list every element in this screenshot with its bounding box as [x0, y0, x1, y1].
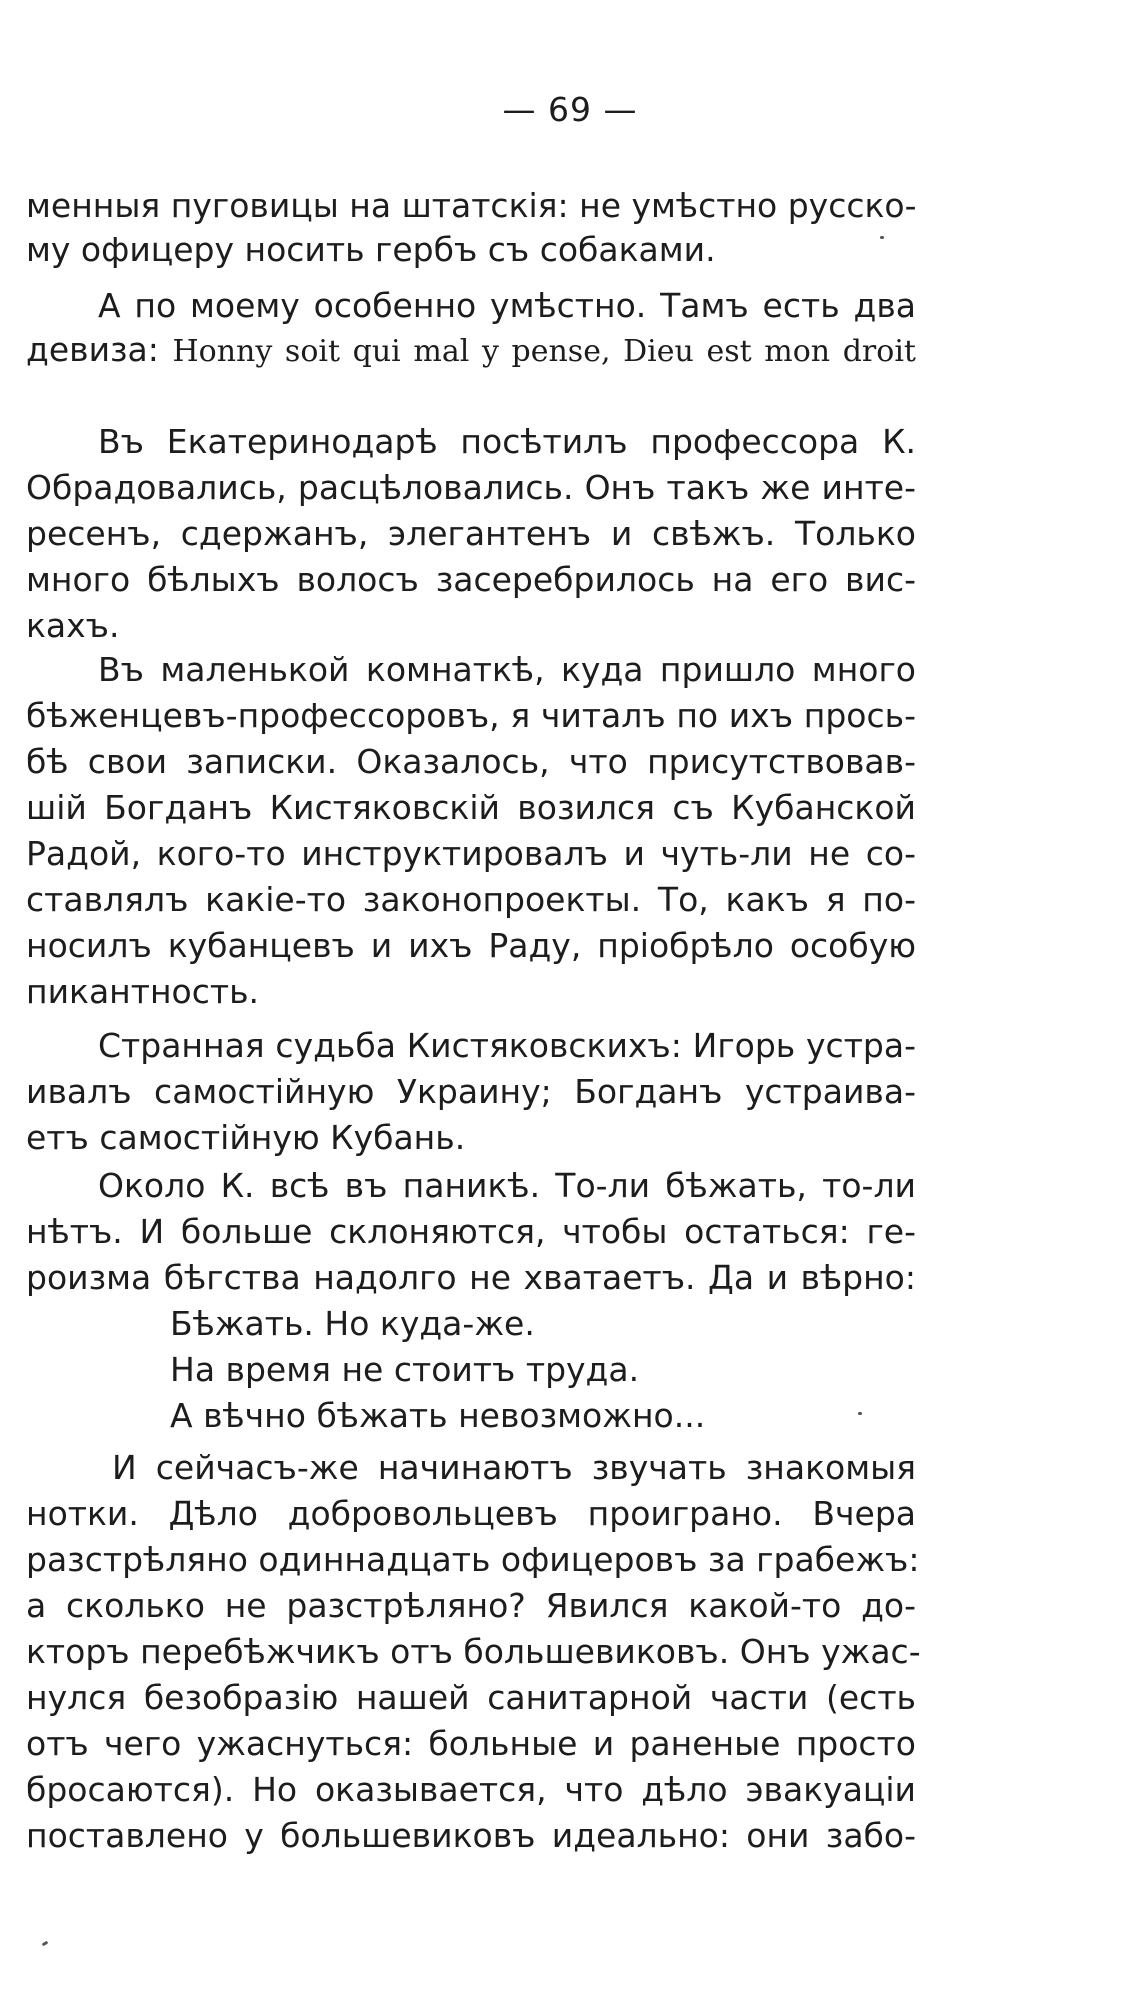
text-line: ставлялъ какіе-то законопроекты. То, какъ я по- [26, 880, 916, 919]
text-line: нулся безобразію нашей санитарной части (есть [26, 1678, 916, 1717]
text-line: Въ маленькой комнаткѣ, куда пришло много [98, 650, 916, 689]
text-line: му офицеру носить гербъ съ собаками. [26, 230, 716, 269]
motto-french: Honny soit qui mal y pense, Dieu est mon droit [172, 334, 916, 369]
print-speck [42, 1941, 49, 1947]
print-speck [880, 236, 884, 239]
text-line: роизма бѣгства надолго не хватаетъ. Да и вѣрно: [26, 1258, 916, 1297]
verse-line: А вѣчно бѣжать невозможно... [170, 1396, 706, 1435]
text-line: менныя пуговицы на штатскія: не умѣстно русско- [26, 186, 917, 225]
text-line: ресенъ, сдержанъ, элегантенъ и свѣжъ. Только [26, 514, 916, 553]
text-line: бросаются). Но оказывается, что дѣло эвакуаціи [26, 1770, 916, 1809]
text-line [26, 328, 916, 374]
text-line: много бѣлыхъ волосъ засеребрилось на его вис- [26, 560, 916, 599]
text-line: Около К. всѣ въ паникѣ. То-ли бѣжать, то-ли [98, 1166, 916, 1205]
text-line: бѣ свои записки. Оказалось, что присутствовав- [26, 742, 916, 781]
page-number: — 69 — [502, 90, 638, 129]
text-line: носилъ кубанцевъ и ихъ Раду, пріобрѣло особую [26, 926, 916, 965]
print-speck [858, 1412, 862, 1415]
text-line: отъ чего ужаснуться: больные и раненые просто [26, 1724, 916, 1763]
text-line: Обрадовались, расцѣловались. Онъ такъ же инте- [26, 468, 916, 507]
text-line: ивалъ самостійную Украину; Богданъ устраива- [26, 1072, 916, 1111]
text-line: И сейчасъ-же начинаютъ звучать знакомыя [112, 1448, 916, 1487]
text-line: кторъ перебѣжчикъ отъ большевиковъ. Онъ ужас- [26, 1632, 921, 1671]
text-line: Странная судьба Кистяковскихъ: Игорь устра- [98, 1026, 916, 1065]
text-line: шій Богданъ Кистяковскій возился съ Кубанской [26, 788, 916, 827]
motto-line: девиза: Honny soit qui mal y pense, Dieu est mon droit [26, 330, 916, 369]
text-line: разстрѣляно одиннадцать офицеровъ за грабежъ: [26, 1540, 920, 1579]
text-line: поставлено у большевиковъ идеально: они забо- [26, 1816, 916, 1855]
text-line: нотки. Дѣло добровольцевъ проиграно. Вчера [26, 1494, 916, 1533]
text-line: а сколько не разстрѣляно? Явился какой-то до- [26, 1586, 916, 1625]
text-line: нѣтъ. И больше склоняются, чтобы остаться: ге- [26, 1212, 916, 1251]
text-line: кахъ. [26, 606, 120, 645]
verse-line: Бѣжать. Но куда-же. [170, 1304, 535, 1343]
text-line: Радой, кого-то инструктировалъ и чуть-ли не со- [26, 834, 916, 873]
text-line: Въ Екатеринодарѣ посѣтилъ профессора К. [98, 422, 916, 461]
text-line: бѣженцевъ-профессоровъ, я читалъ по ихъ прось- [26, 696, 916, 735]
text-line: пикантность. [26, 972, 260, 1011]
text-line: А по моему особенно умѣстно. Тамъ есть два [98, 286, 916, 325]
text-line: етъ самостійную Кубань. [26, 1118, 466, 1157]
verse-line: На время не стоитъ труда. [170, 1350, 640, 1389]
